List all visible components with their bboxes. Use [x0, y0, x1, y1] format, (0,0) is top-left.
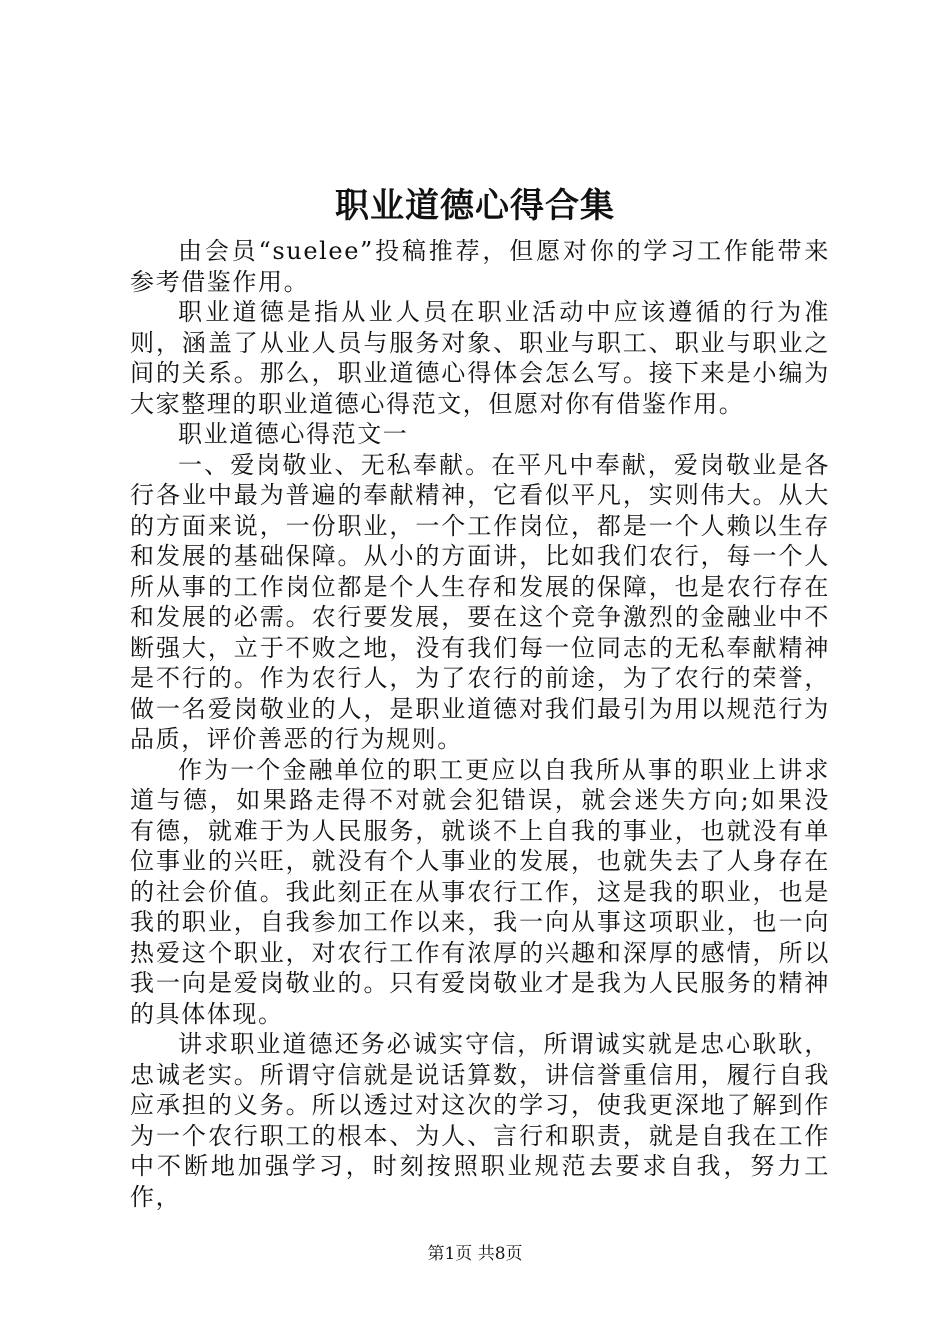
intro-paragraph: 由会员“suelee”投稿推荐，但愿对你的学习工作能带来参考借鉴作用。 — [130, 237, 830, 296]
body-paragraph: 一、爱岗敬业、无私奉献。在平凡中奉献，爱岗敬业是各行各业中最为普遍的奉献精神，它看似平凡，实则伟大。从大的方面来说，一份职业，一个工作岗位，都是一个人赖以生存和发展的基础保障。从小的方面讲，比如我们农行，每一个人所从事的工作岗位都是个人生存和发展的保障，也是农行存在和发展的必需。农行要发展，要在这个竞争激烈的金融业中不断强大，立于不败之地，没有我们每一位同志的无私奉献精神是不行的。作为农行人，为了农行的前途，为了农行的荣誉，做一名爱岗敬业的人，是职业道德对我们最引为用以规范行为品质，评价善恶的行为规则。 — [130, 450, 830, 753]
body-paragraph: 讲求职业道德还务必诚实守信，所谓诚实就是忠心耿耿，忠诚老实。所谓守信就是说话算数，讲信誉重信用，履行自我应承担的义务。所以透过对这次的学习，使我更深地了解到作为一个农行职工的根本、为人、言行和职责，就是自我在工作中不断地加强学习，时刻按照职业规范去要求自我，努力工作， — [130, 1030, 830, 1211]
page-footer: 第1页 共8页 — [427, 1244, 523, 1264]
document-title: 职业道德心得合集 — [335, 186, 615, 226]
section-heading: 职业道德心得范文一 — [178, 420, 409, 448]
document-body — [130, 236, 830, 1212]
body-paragraph: 作为一个金融单位的职工更应以自我所从事的职业上讲求道与德，如果路走得不对就会犯错误，就会迷失方向;如果没有德，就难于为人民服务，就谈不上自我的事业，也就没有单位事业的兴旺，就没有个人事业的发展，也就失去了人身存在的社会价值。我此刻正在从事农行工作，这是我的职业，也是我的职业，自我参加工作以来，我一向从事这项职业，也一向热爱这个职业，对农行工作有浓厚的兴趣和深厚的感情，所以我一向是爱岗敬业的。只有爱岗敬业才是我为人民服务的精神的具体体现。 — [130, 755, 830, 1028]
summary-paragraph: 职业道德是指从业人员在职业活动中应该遵循的行为准则，涵盖了从业人员与服务对象、职业与职工、职业与职业之间的关系。那么，职业道德心得体会怎么写。接下来是小编为大家整理的职业道德心得范文，但愿对你有借鉴作用。 — [130, 298, 830, 418]
